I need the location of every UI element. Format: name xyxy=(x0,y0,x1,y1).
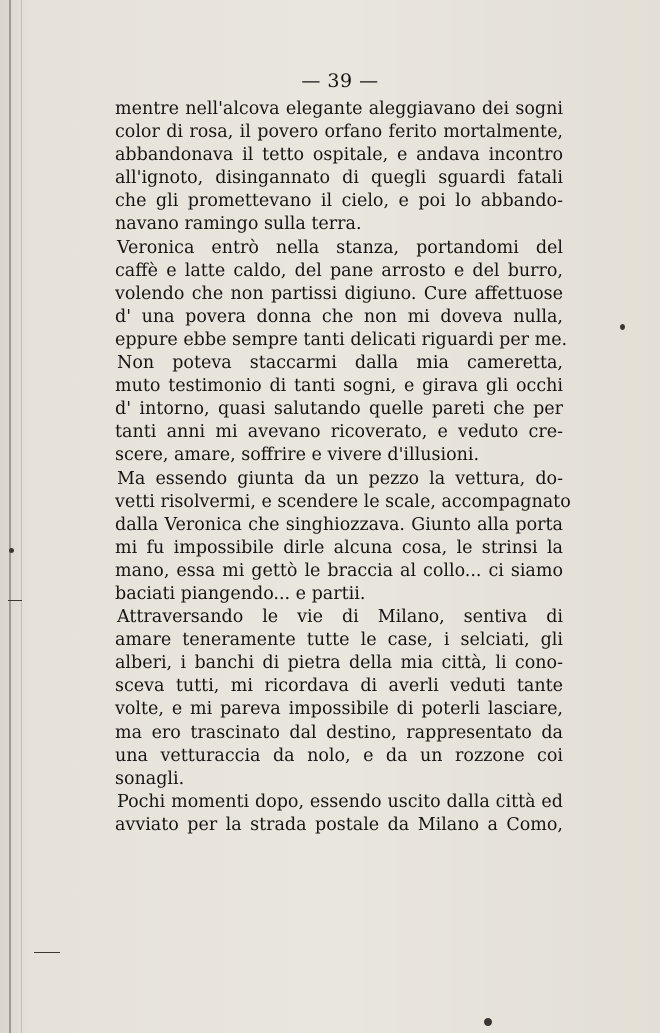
text-line: muto testimonio di tanti sogni, e girava gli occhi xyxy=(115,376,563,397)
text-line: navano ramingo sulla terra. xyxy=(115,214,362,235)
text-line: sceva tutti, mi ricordava di averli veduti tante xyxy=(115,676,563,697)
binding-edge-inner xyxy=(21,0,22,1033)
page-number: — 39 — xyxy=(301,70,379,92)
ink-speck xyxy=(9,548,14,553)
text-line: caffè e latte caldo, del pane arrosto e del burro, xyxy=(115,260,563,281)
ink-speck xyxy=(620,324,625,330)
text-line: scere, amare, soffrire e vivere d'illusioni. xyxy=(115,445,480,466)
text-line: alberi, i banchi di pietra della mia città, li cono- xyxy=(115,653,563,674)
body-text xyxy=(115,98,571,837)
text-line: Pochi momenti dopo, essendo uscito dalla città ed xyxy=(117,791,563,812)
text-line: Non poteva staccarmi dalla mia cameretta, xyxy=(117,353,563,374)
text-line: tanti anni mi avevano ricoverato, e veduto cre- xyxy=(115,422,563,443)
binding-edge xyxy=(9,0,11,1033)
text-line: Veronica entrò nella stanza, portandomi del xyxy=(117,237,563,258)
text-line: baciati piangendo... e partii. xyxy=(115,583,366,604)
text-line: vetti risolvermi, e scendere le scale, accompagnato xyxy=(115,491,571,512)
text-line: mentre nell'alcova elegante aleggiavano dei sogni xyxy=(115,99,563,119)
text-line: ma ero trascinato dal destino, rappresentato da xyxy=(115,722,563,743)
text-line: Ma essendo giunta da un pezzo la vettura, do- xyxy=(117,468,563,489)
text-line: mano, essa mi gettò le braccia al collo... ci siamo xyxy=(115,560,563,581)
text-line: color di rosa, il povero orfano ferito mortalmente, xyxy=(115,122,563,143)
text-line: che gli promettevano il cielo, e poi lo abbando- xyxy=(115,191,563,212)
text-line: Attraversando le vie di Milano, sentiva di xyxy=(117,607,563,628)
text-line: all'ignoto, disingannato di quegli sguardi fatali xyxy=(115,168,563,189)
text-line: sonagli. xyxy=(115,768,185,789)
text-line: volte, e mi pareva impossibile di poterli lasciare, xyxy=(115,699,563,720)
text-line: d' intorno, quasi salutando quelle pareti che per xyxy=(115,399,563,420)
text-line: abbandonava il tetto ospitale, e andava incontro xyxy=(115,145,563,166)
margin-mark xyxy=(34,952,60,953)
text-line: amare teneramente tutte le case, i selciati, gli xyxy=(115,630,563,651)
text-line: mi fu impossibile dirle alcuna cosa, le strinsi la xyxy=(115,537,563,558)
ink-speck xyxy=(484,1018,492,1026)
text-line: una vetturaccia da nolo, e da un rozzone coi xyxy=(115,745,563,766)
text-line: d' una povera donna che non mi doveva nulla, xyxy=(115,306,563,327)
margin-mark xyxy=(8,600,22,601)
text-line: avviato per la strada postale da Milano a Como, xyxy=(115,814,563,835)
text-line: dalla Veronica che singhiozzava. Giunto alla porta xyxy=(115,514,563,535)
text-line: volendo che non partissi digiuno. Cure affettuose xyxy=(115,283,563,304)
text-line: eppure ebbe sempre tanti delicati riguardi per me. xyxy=(115,329,568,350)
